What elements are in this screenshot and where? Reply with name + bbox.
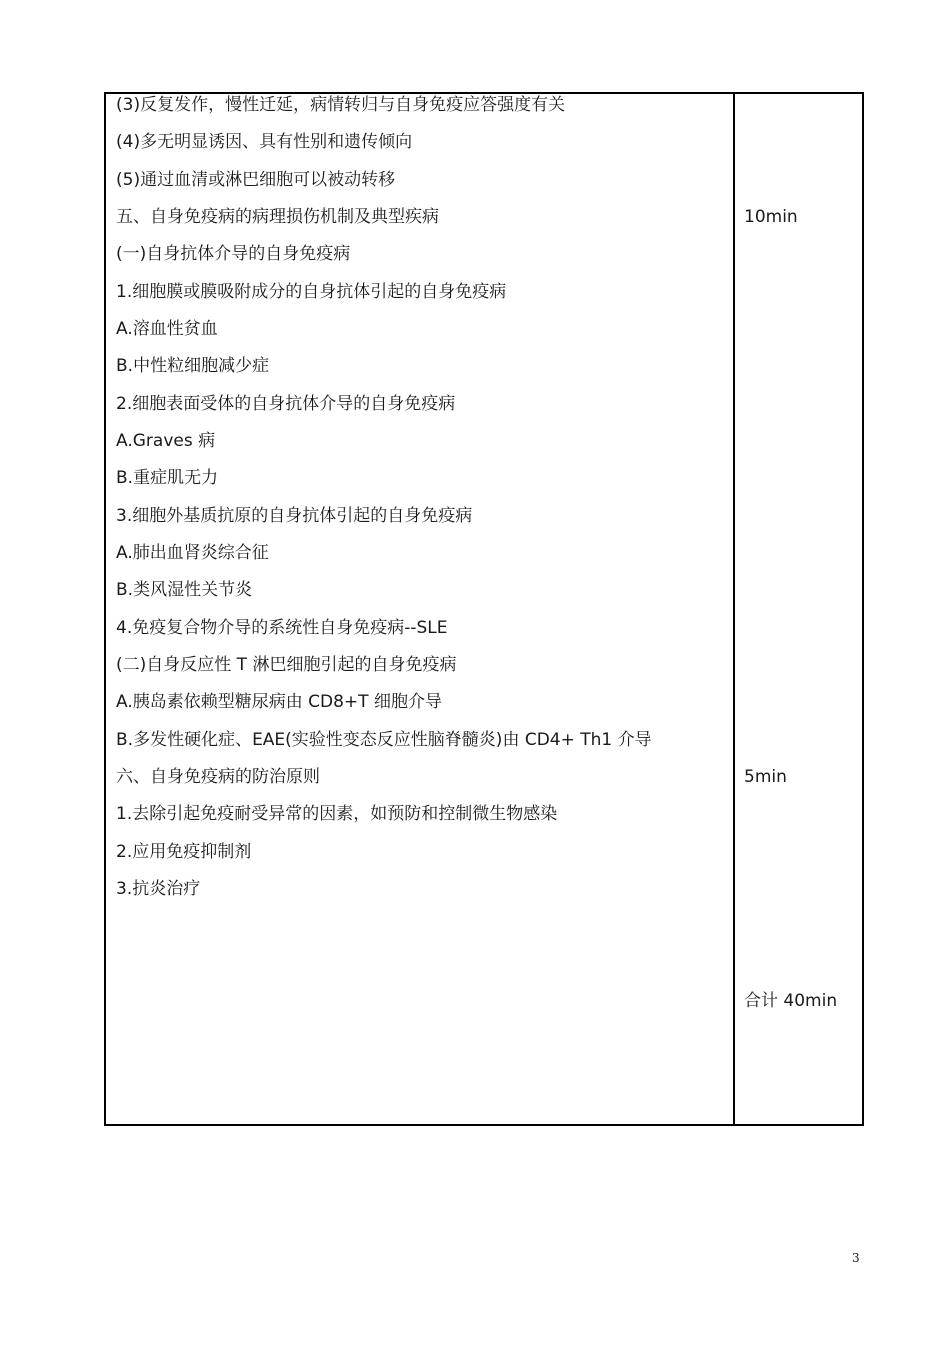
content-line: 2.应用免疫抑制剂 (116, 842, 252, 862)
time-total: 合计 40min (744, 991, 838, 1011)
section-heading: 五、自身免疫病的病理损伤机制及典型疾病 (116, 207, 439, 227)
content-line: (5)通过血清或淋巴细胞可以被动转移 (116, 170, 396, 190)
content-line: B.类风湿性关节炎 (116, 580, 253, 600)
content-line: A.肺出血肾炎综合征 (116, 543, 269, 563)
content-line: (3)反复发作，慢性迁延，病情转归与自身免疫应答强度有关 (116, 95, 566, 115)
content-line: 4.免疫复合物介导的系统性自身免疫病--SLE (116, 618, 448, 638)
content-line: 3.细胞外基质抗原的自身抗体引起的自身免疫病 (116, 506, 473, 526)
time-section5: 10min (744, 207, 798, 227)
content-line: 1.细胞膜或膜吸附成分的自身抗体引起的自身免疫病 (116, 282, 507, 302)
content-line: A.溶血性贫血 (116, 319, 218, 339)
subsection-heading: (一)自身抗体介导的自身免疫病 (116, 244, 351, 264)
subsection-heading: (二)自身反应性 T 淋巴细胞引起的自身免疫病 (116, 655, 457, 675)
content-line: B.多发性硬化症、EAE(实验性变态反应性脑脊髓炎)由 CD4+ Th1 介导 (116, 730, 652, 750)
content-line: A.胰岛素依赖型糖尿病由 CD8+T 细胞介导 (116, 692, 442, 712)
lesson-plan-table (104, 92, 864, 1126)
content-line: B.重症肌无力 (116, 468, 219, 488)
content-line: 1.去除引起免疫耐受异常的因素，如预防和控制微生物感染 (116, 804, 558, 824)
content-line: (4)多无明显诱因、具有性别和遗传倾向 (116, 132, 413, 152)
content-line: 3.抗炎治疗 (116, 879, 201, 899)
content-line: B.中性粒细胞减少症 (116, 356, 270, 376)
section-heading: 六、自身免疫病的防治原则 (116, 767, 320, 787)
page-number: 3 (852, 1251, 860, 1265)
time-section6: 5min (744, 767, 787, 787)
content-line: A.Graves 病 (116, 431, 216, 451)
column-divider (733, 94, 735, 1124)
content-line: 2.细胞表面受体的自身抗体介导的自身免疫病 (116, 394, 456, 414)
